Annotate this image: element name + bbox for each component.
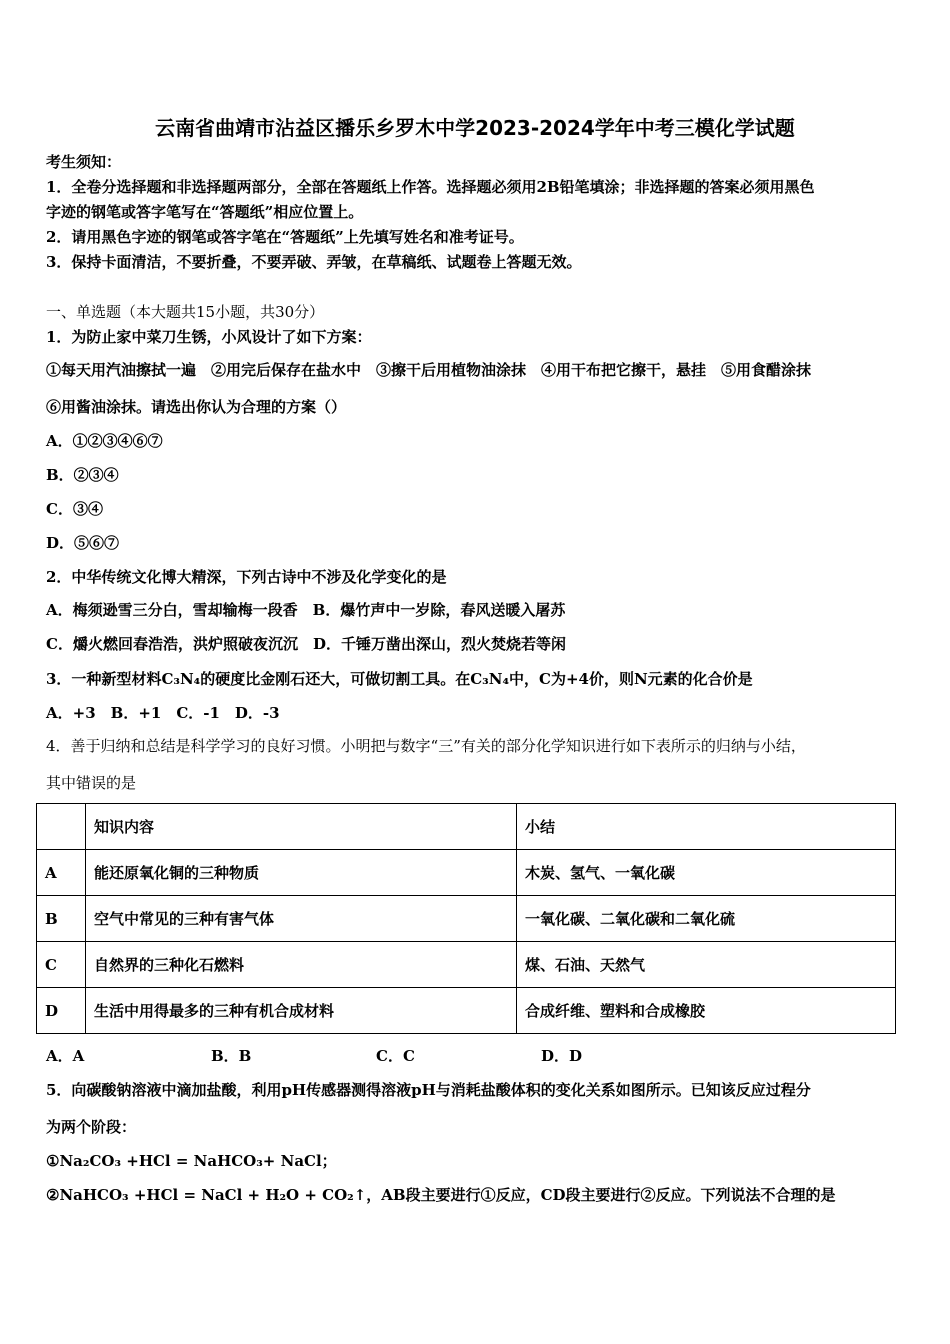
table-cell: A: [37, 850, 86, 896]
table-cell: D: [37, 988, 86, 1034]
notice-line: 1．全卷分选择题和非选择题两部分，全部在答题纸上作答。选择题必须用2B铅笔填涂；非选择题的答案必须用黑色: [46, 178, 815, 196]
question-5-equation: ①Na₂CO₃ +HCl = NaHCO₃+ NaCl；: [46, 1152, 337, 1170]
notice-line: 字迹的钢笔或答字笔写在“答题纸”相应位置上。: [46, 203, 364, 221]
question-2-stem: 2．中华传统文化博大精深，下列古诗中不涉及化学变化的是: [46, 568, 447, 586]
question-4-option: C．C: [376, 1047, 415, 1065]
table-cell: 能还原氧化铜的三种物质: [86, 850, 517, 896]
table-cell: 知识内容: [86, 804, 517, 850]
table-row: [37, 988, 896, 1034]
knowledge-table: [36, 803, 896, 1034]
table-cell: 合成纤维、塑料和合成橡胶: [517, 988, 896, 1034]
question-4-stem: 其中错误的是: [46, 774, 137, 792]
question-1-option: A．①②③④⑥⑦: [46, 432, 163, 450]
table-cell: C: [37, 942, 86, 988]
table-cell: 空气中常见的三种有害气体: [86, 896, 517, 942]
question-1-option: B．②③④: [46, 466, 119, 484]
question-5-stem: 5．向碳酸钠溶液中滴加盐酸，利用pH传感器测得溶液pH与消耗盐酸体积的变化关系如图所示。已知该反应过程分: [46, 1081, 811, 1099]
table-row: [37, 896, 896, 942]
question-2-options: A．梅须逊雪三分白，雪却输梅一段香 B．爆竹声中一岁除，春风送暖入屠苏: [46, 601, 566, 619]
question-1-option: D．⑤⑥⑦: [46, 534, 120, 552]
table-cell: 木炭、氢气、一氧化碳: [517, 850, 896, 896]
notice-heading: 考生须知：: [46, 153, 122, 171]
table-cell: 煤、石油、天然气: [517, 942, 896, 988]
table-cell: B: [37, 896, 86, 942]
exam-title: 云南省曲靖市沾益区播乐乡罗木中学2023-2024学年中考三模化学试题: [155, 116, 795, 140]
question-5-stem: 为两个阶段：: [46, 1118, 137, 1136]
notice-line: 2．请用黑色字迹的钢笔或答字笔在“答题纸”上先填写姓名和准考证号。: [46, 228, 524, 246]
table-row: [37, 942, 896, 988]
question-1-text: ①每天用汽油擦拭一遍 ②用完后保存在盐水中 ③擦干后用植物油涂抹 ④用干布把它擦干，悬挂 ⑤用食醋涂抹: [46, 361, 812, 379]
section-heading: 一、单选题（本大题共15小题，共30分）: [46, 303, 325, 321]
table-cell: [37, 804, 86, 850]
notice-line: 3．保持卡面清洁，不要折叠，不要弄破、弄皱，在草稿纸、试题卷上答题无效。: [46, 253, 582, 271]
question-3-stem: 3．一种新型材料C₃N₄的硬度比金刚石还大，可做切割工具。在C₃N₄中，C为+4价，则N元素的化合价是: [46, 670, 753, 688]
question-3-options: A．+3 B．+1 C．-1 D．-3: [46, 704, 280, 722]
question-2-options: C．爝火燃回春浩浩，洪炉照破夜沉沉 D．千锤万凿出深山，烈火焚烧若等闲: [46, 635, 566, 653]
table-cell: 一氧化碳、二氧化碳和二氧化硫: [517, 896, 896, 942]
question-1-option: C．③④: [46, 500, 103, 518]
question-5-equation: ②NaHCO₃ +HCl = NaCl + H₂O + CO₂↑，AB段主要进行①反应，CD段主要进行②反应。下列说法不合理的是: [46, 1186, 836, 1204]
table-cell: 小结: [517, 804, 896, 850]
table-cell: 生活中用得最多的三种有机合成材料: [86, 988, 517, 1034]
question-4-option: D．D: [541, 1047, 583, 1065]
question-4-option: A．A: [46, 1047, 85, 1065]
question-1-stem: 1．为防止家中菜刀生锈，小风设计了如下方案：: [46, 328, 372, 346]
question-4-option: B．B: [211, 1047, 252, 1065]
table-header-row: [37, 804, 896, 850]
question-1-text: ⑥用酱油涂抹。请选出你认为合理的方案（）: [46, 398, 347, 416]
question-4-stem: 4．善于归纳和总结是科学学习的良好习惯。小明把与数字“三”有关的部分化学知识进行如下表所示的归纳与小结，: [46, 737, 806, 755]
table-row: [37, 850, 896, 896]
table-cell: 自然界的三种化石燃料: [86, 942, 517, 988]
